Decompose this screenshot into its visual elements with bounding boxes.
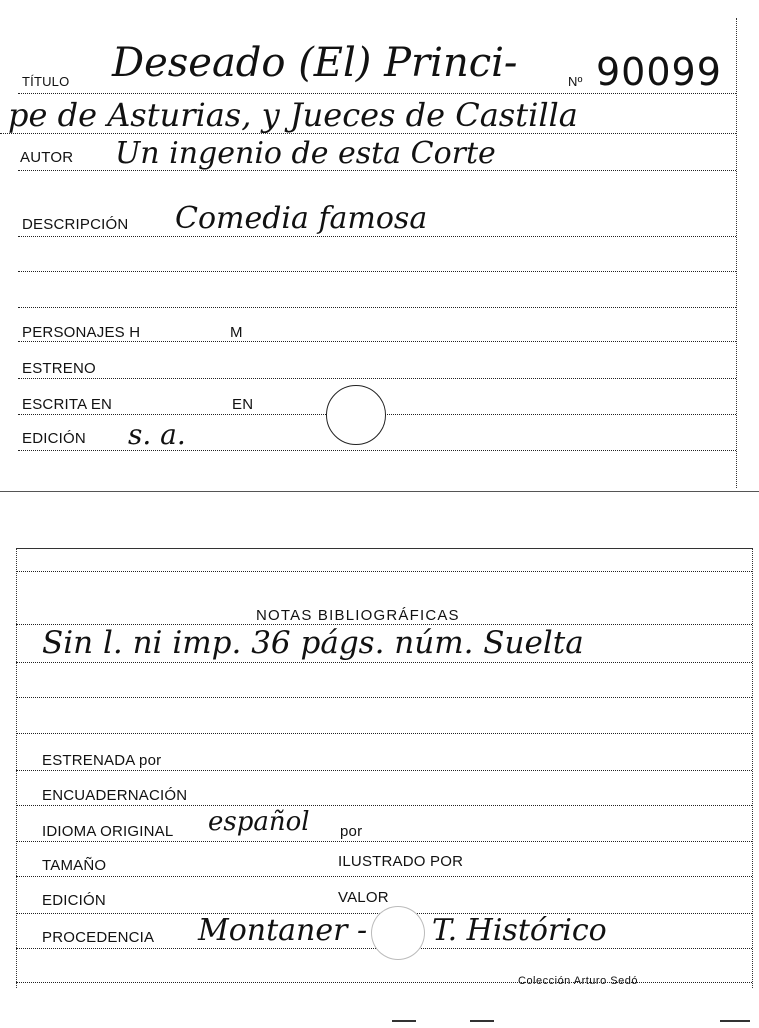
tamano-label: TAMAÑO xyxy=(42,857,107,874)
estreno-label: ESTRENO xyxy=(22,360,96,377)
ruled-line xyxy=(16,982,752,983)
ruled-line xyxy=(18,307,736,308)
titulo-label: TÍTULO xyxy=(22,74,70,89)
ilustrado-label: ILUSTRADO POR xyxy=(338,853,464,870)
procedencia-label: PROCEDENCIA xyxy=(42,929,155,946)
autor-label: AUTOR xyxy=(20,149,74,166)
ruled-line xyxy=(16,770,752,771)
notas-label: NOTAS BIBLIOGRÁFICAS xyxy=(256,607,460,624)
titulo-value: Deseado (El) Princi- xyxy=(112,40,518,86)
procedencia-value-2: T. Histórico xyxy=(432,913,607,948)
catalog-card-front xyxy=(0,0,759,492)
en-label: EN xyxy=(232,396,254,413)
numero-label: Nº xyxy=(568,74,583,89)
valor-label: VALOR xyxy=(338,889,389,906)
edicion-label-2: EDICIÓN xyxy=(42,892,106,909)
titulo-continued: pe de Asturias, y Jueces de Castilla xyxy=(8,96,578,134)
autor-value: Un ingenio de esta Corte xyxy=(115,136,496,171)
scan-mark xyxy=(470,1020,494,1022)
procedencia-value: Montaner - xyxy=(198,913,368,948)
encuadernacion-label: ENCUADERNACIÓN xyxy=(42,787,188,804)
ruled-line xyxy=(16,697,752,698)
card-bottom-edge xyxy=(0,491,759,492)
edicion-label: EDICIÓN xyxy=(22,430,86,447)
ruled-line xyxy=(18,271,736,272)
ruled-line xyxy=(16,662,752,663)
descripcion-label: DESCRIPCIÓN xyxy=(22,216,129,233)
descripcion-value: Comedia famosa xyxy=(175,201,428,236)
ruled-line xyxy=(18,236,736,237)
punch-hole xyxy=(372,907,424,959)
ruled-line xyxy=(16,733,752,734)
personajes-label: PERSONAJES H xyxy=(22,324,141,341)
m-label: M xyxy=(230,324,243,341)
scan-mark xyxy=(392,1020,416,1022)
ruled-line xyxy=(18,378,736,379)
ruled-line xyxy=(16,571,752,572)
notas-value: Sin l. ni imp. 36 págs. núm. Suelta xyxy=(42,625,584,661)
ruled-line xyxy=(16,841,752,842)
idioma-value: español xyxy=(208,807,310,837)
estrenada-label: ESTRENADA por xyxy=(42,752,162,769)
escrita-en-label: ESCRITA EN xyxy=(22,396,113,413)
edicion-value: s. a. xyxy=(128,418,186,451)
punch-hole xyxy=(326,385,386,445)
idioma-por-label: por xyxy=(340,823,363,840)
card-edge xyxy=(752,548,753,988)
scan-mark xyxy=(720,1020,750,1022)
ruled-line xyxy=(18,341,736,342)
catalog-card-back xyxy=(0,545,759,1015)
idioma-label: IDIOMA ORIGINAL xyxy=(42,823,174,840)
card-top-edge xyxy=(16,548,752,549)
card-edge xyxy=(16,548,17,988)
card-edge xyxy=(736,18,737,488)
ruled-line xyxy=(16,876,752,877)
coleccion-stamp: Colección Arturo Sedó xyxy=(518,975,638,987)
ruled-line xyxy=(18,450,736,451)
ruled-line xyxy=(16,805,752,806)
numero-value: 90099 xyxy=(596,50,722,94)
